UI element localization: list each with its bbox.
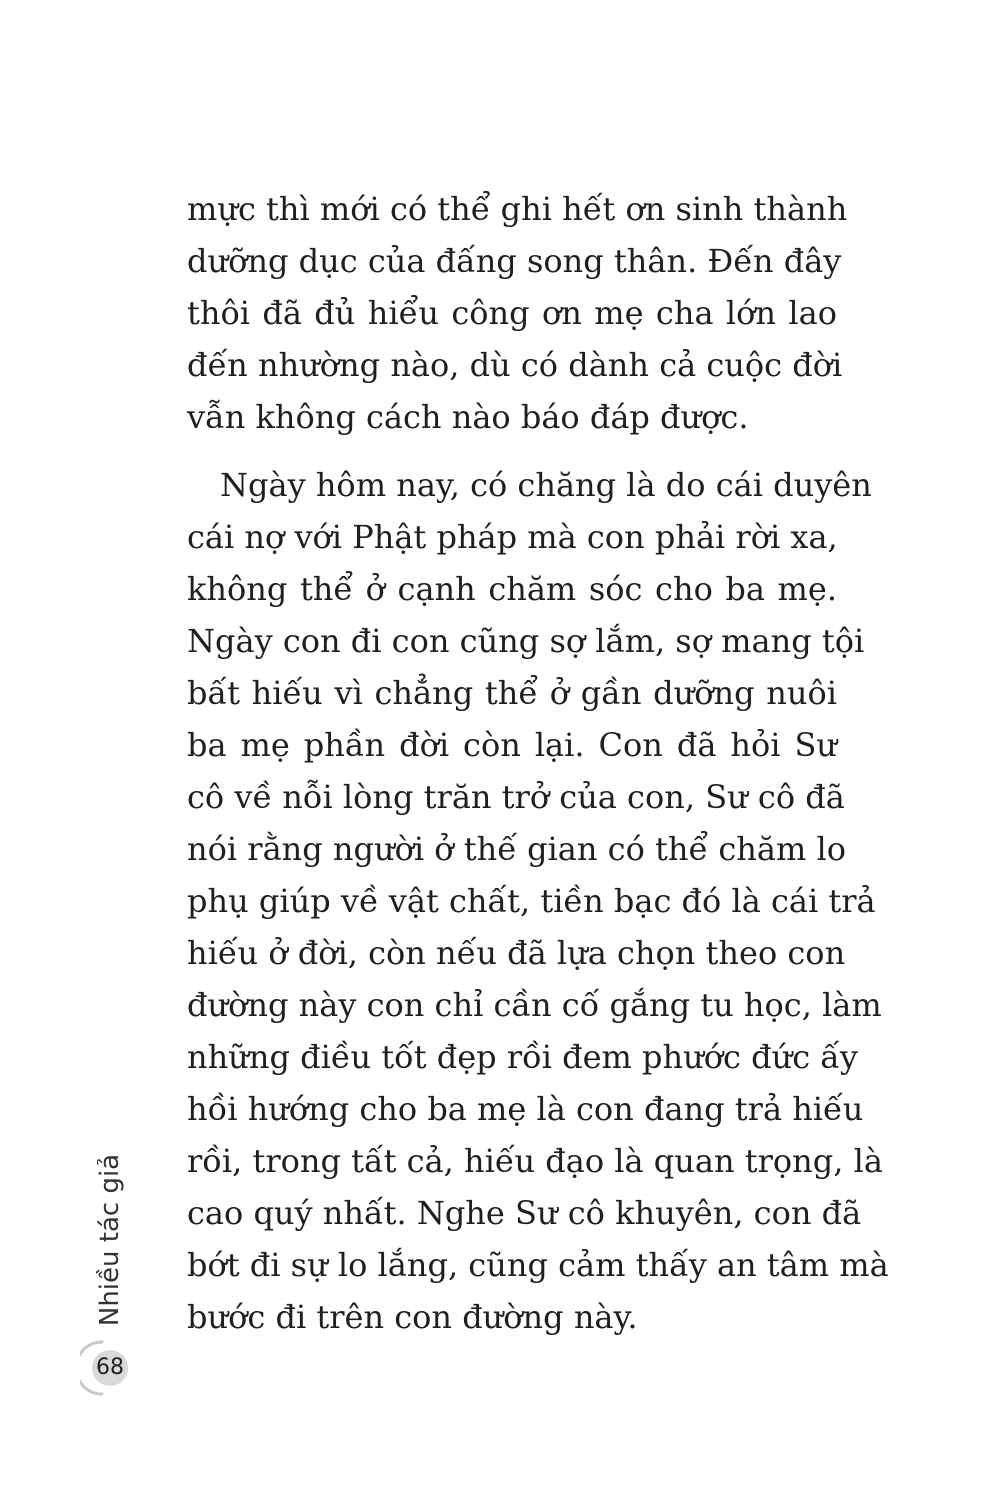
body-text (187, 183, 889, 1343)
text-line: đến nhường nào, dù có dành cả cuộc đời (187, 346, 843, 384)
text-line: không thể ở cạnh chăm sóc cho ba mẹ. (187, 570, 837, 608)
text-line: bớt đi sự lo lắng, cũng cảm thấy an tâm mà (187, 1246, 889, 1284)
page-number-badge (80, 1338, 134, 1398)
page-number: 68 (92, 1350, 128, 1386)
text-line: mực thì mới có thể ghi hết ơn sinh thành (187, 190, 848, 228)
text-line: dưỡng dục của đấng song thân. Đến đây (187, 242, 842, 280)
text-line: vẫn không cách nào báo đáp được. (187, 398, 749, 436)
text-line: hiếu ở đời, còn nếu đã lựa chọn theo con (187, 934, 846, 972)
paragraph-1 (187, 183, 848, 443)
text-line: ba mẹ phần đời còn lại. Con đã hỏi Sư (187, 726, 837, 764)
text-line: thôi đã đủ hiểu công ơn mẹ cha lớn lao (187, 294, 837, 332)
running-title: Nhiều tác giả (95, 1153, 125, 1327)
text-line: cao quý nhất. Nghe Sư cô khuyên, con đã (187, 1194, 862, 1232)
text-line: hồi hướng cho ba mẹ là con đang trả hiếu (187, 1090, 864, 1128)
text-line: rồi, trong tất cả, hiếu đạo là quan trọng, là (187, 1142, 883, 1180)
text-line: phụ giúp về vật chất, tiền bạc đó là cái trả (187, 882, 876, 920)
text-line: Ngày con đi con cũng sợ lắm, sợ mang tội (187, 622, 865, 660)
text-line: Ngày hôm nay, có chăng là do cái duyên (220, 466, 872, 504)
text-line: những điều tốt đẹp rồi đem phước đức ấy (187, 1038, 858, 1076)
text-line: nói rằng người ở thế gian có thể chăm lo (187, 830, 846, 868)
paragraph-2 (187, 459, 889, 1343)
text-line: bất hiếu vì chẳng thể ở gần dưỡng nuôi (187, 674, 837, 712)
text-line: cô về nỗi lòng trăn trở của con, Sư cô đã (187, 778, 845, 816)
text-line: cái nợ với Phật pháp mà con phải rời xa, (187, 518, 838, 556)
text-line: bước đi trên con đường này. (187, 1298, 638, 1336)
text-line: đường này con chỉ cần cố gắng tu học, làm (187, 986, 882, 1024)
